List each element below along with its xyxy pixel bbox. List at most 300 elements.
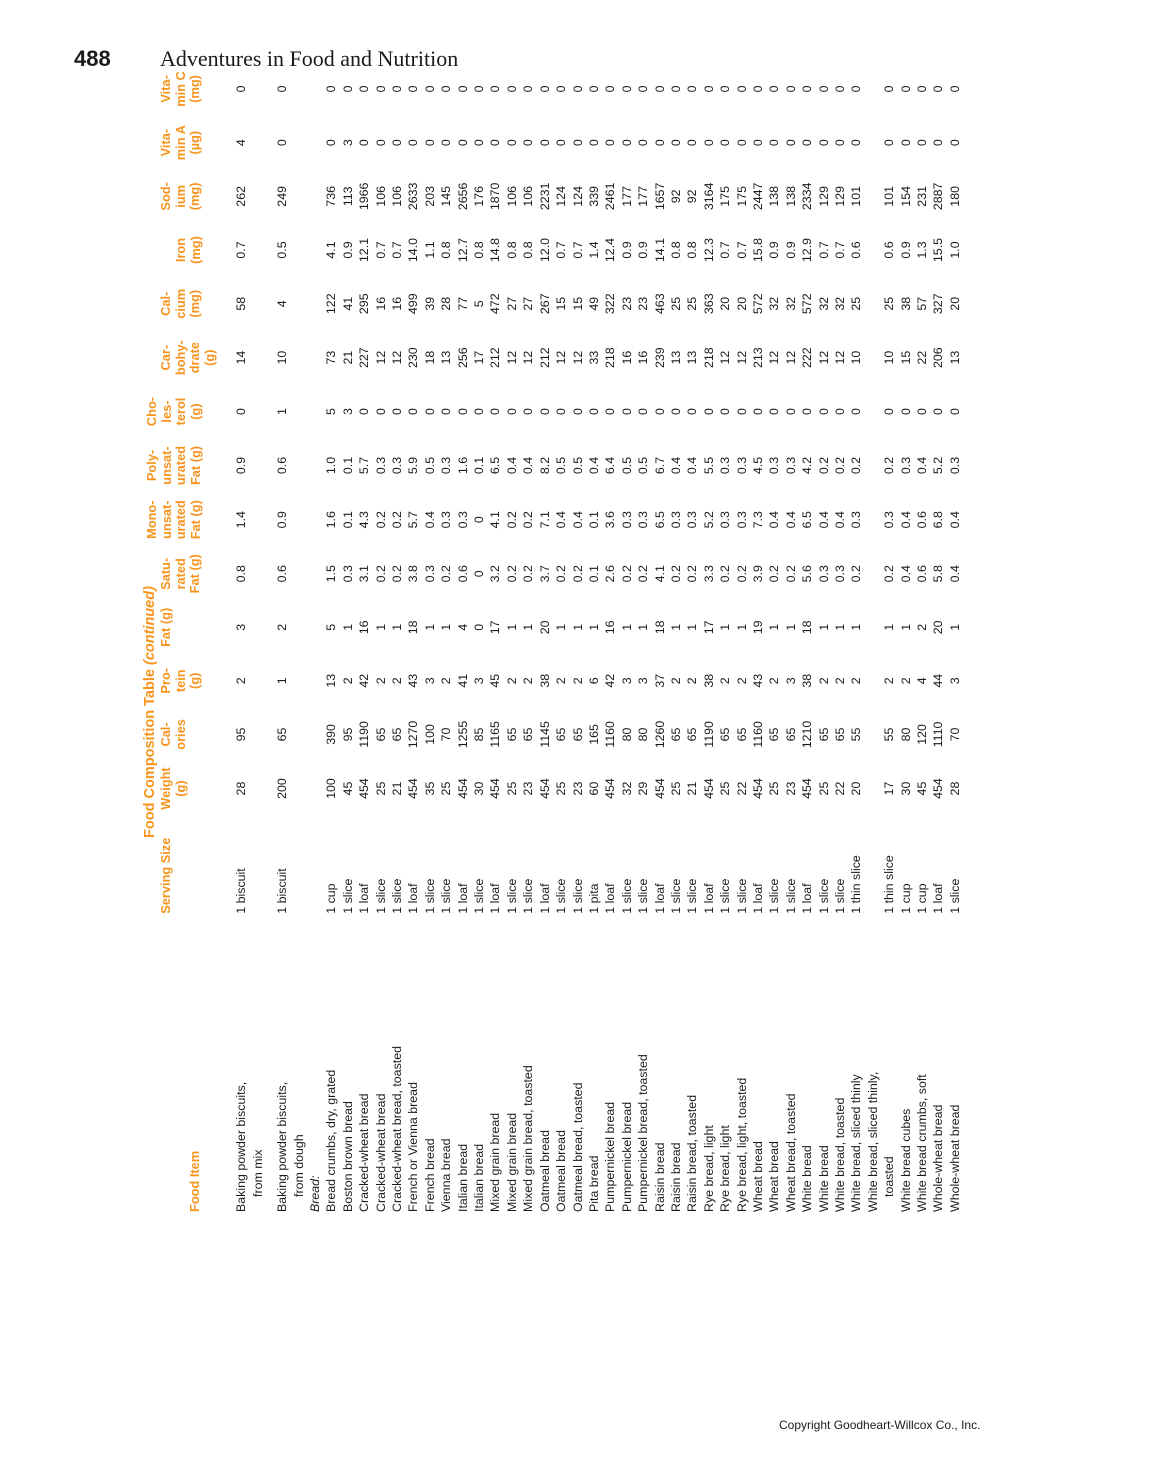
value-cell: 0.4 <box>947 511 962 529</box>
value-cell: 0 <box>750 85 765 93</box>
value-cell: 0 <box>586 139 601 147</box>
value-cell: 0.2 <box>734 565 749 583</box>
value-cell: 16 <box>619 350 634 365</box>
serving-size-cell: 1 slice <box>685 878 700 914</box>
value-cell: 212 <box>537 347 552 368</box>
value-cell: 25 <box>373 781 388 796</box>
value-cell: 1 <box>636 623 651 631</box>
value-cell: 23 <box>783 781 798 796</box>
serving-size-cell: 1 slice <box>439 878 454 914</box>
value-cell: 0.2 <box>783 565 798 583</box>
value-cell: 80 <box>619 727 634 742</box>
col-header-vita: Vita- min A (µg) <box>158 125 203 161</box>
value-cell: 463 <box>652 293 667 315</box>
value-cell: 0 <box>915 408 930 415</box>
value-cell: 37 <box>652 673 667 688</box>
food-item-cell: Italian bread <box>472 1143 487 1212</box>
value-cell: 12 <box>504 350 519 365</box>
value-cell: 25 <box>668 781 683 796</box>
value-cell: 18 <box>800 620 815 635</box>
value-cell: 0 <box>340 85 355 93</box>
value-cell: 0 <box>390 408 405 415</box>
value-cell: 49 <box>586 296 601 311</box>
value-cell: 0.7 <box>833 241 847 259</box>
value-cell: 17 <box>472 350 487 365</box>
value-cell: 0 <box>504 139 519 147</box>
value-cell: 0 <box>833 139 847 147</box>
value-cell: 13 <box>439 350 454 365</box>
value-cell: 322 <box>603 293 618 315</box>
value-cell: 65 <box>783 727 798 742</box>
value-cell: 0.4 <box>554 511 569 529</box>
value-cell: 1 <box>521 623 536 631</box>
value-cell: 0 <box>472 623 487 631</box>
value-cell: 13 <box>947 350 962 365</box>
food-item-cell: Oatmeal bread <box>554 1130 569 1212</box>
table-row <box>586 62 602 1212</box>
empty-cell <box>865 169 881 223</box>
value-cell: 1 <box>340 623 355 631</box>
empty-cell <box>865 708 881 762</box>
value-cell: 0.2 <box>373 511 388 529</box>
value-cell: 0 <box>537 408 552 415</box>
value-cell: 0 <box>619 408 634 415</box>
value-cell: 203 <box>422 186 437 207</box>
value-cell: 2461 <box>603 182 618 211</box>
value-cell: 1 <box>668 623 683 631</box>
value-cell: 25 <box>882 296 897 311</box>
value-cell: 65 <box>718 727 733 742</box>
value-cell: 0 <box>915 85 930 93</box>
food-item-cell: Raisin bread <box>668 1142 683 1212</box>
value-cell: 7.1 <box>537 511 552 529</box>
value-cell: 4 <box>915 677 930 685</box>
serving-size-cell: 1 slice <box>636 878 651 914</box>
value-cell: 0.4 <box>685 456 700 475</box>
value-cell: 65 <box>390 727 405 742</box>
value-cell: 2 <box>882 677 897 685</box>
col-header-vitc: Vita- min C (mg) <box>158 71 203 107</box>
value-cell: 0.2 <box>718 565 733 583</box>
value-cell: 0 <box>603 85 618 93</box>
value-cell: 212 <box>488 347 503 368</box>
value-cell: 0.7 <box>373 241 388 259</box>
value-cell: 0.2 <box>849 456 864 475</box>
value-cell: 0 <box>767 85 782 93</box>
value-cell: 0 <box>800 139 815 147</box>
empty-cell <box>250 277 266 331</box>
table-row <box>684 62 700 1212</box>
value-cell: 0.3 <box>422 565 437 583</box>
value-cell: 1.4 <box>234 511 249 529</box>
col-header-serving: Serving Size <box>158 837 173 914</box>
value-cell: 0 <box>357 85 372 93</box>
value-cell: 218 <box>603 347 618 368</box>
value-cell: 32 <box>767 296 782 311</box>
serving-size-cell: 1 loaf <box>488 883 503 914</box>
value-cell: 4.1 <box>652 565 667 583</box>
value-cell: 7.3 <box>750 511 765 529</box>
serving-size-cell: 1 loaf <box>701 883 716 914</box>
value-cell: 32 <box>619 781 634 796</box>
empty-cell <box>291 223 307 277</box>
value-cell: 218 <box>701 347 716 368</box>
value-cell: 454 <box>406 778 421 799</box>
food-item-cell: Whole-wheat bread <box>947 1104 962 1212</box>
food-item-cell: White bread, toasted <box>833 1097 847 1212</box>
value-cell: 0.3 <box>734 456 749 475</box>
serving-size-cell: 1 slice <box>340 878 355 914</box>
value-cell: 3.8 <box>406 565 421 583</box>
value-cell: 12.9 <box>800 237 815 263</box>
value-cell: 106 <box>504 186 519 207</box>
value-cell: 0 <box>472 408 487 415</box>
value-cell: 0 <box>390 85 405 93</box>
serving-size-cell: 1 slice <box>619 878 634 914</box>
value-cell: 0 <box>373 139 388 147</box>
value-cell: 256 <box>455 347 470 368</box>
value-cell: 0 <box>701 85 716 93</box>
value-cell: 3 <box>234 623 249 631</box>
value-cell: 106 <box>373 186 388 207</box>
empty-cell <box>291 493 307 547</box>
table-row <box>881 62 897 1212</box>
value-cell: 0.3 <box>718 511 733 529</box>
value-cell: 5.8 <box>931 565 946 583</box>
value-cell: 2 <box>504 677 519 685</box>
value-cell: 0.5 <box>275 241 290 259</box>
value-cell: 5.6 <box>800 565 815 583</box>
value-cell: 0.2 <box>882 565 897 583</box>
value-cell: 92 <box>685 189 700 204</box>
value-cell: 0.6 <box>455 565 470 583</box>
value-cell: 454 <box>603 778 618 799</box>
value-cell: 15 <box>898 350 913 365</box>
empty-cell <box>307 169 323 223</box>
serving-size-cell: 1 slice <box>570 878 585 914</box>
value-cell: 6 <box>586 677 601 685</box>
value-cell: 65 <box>521 727 536 742</box>
value-cell: 25 <box>439 781 454 796</box>
value-cell: 0 <box>406 408 421 415</box>
value-cell: 249 <box>275 186 290 207</box>
table-row <box>734 62 750 1212</box>
empty-cell <box>307 654 323 708</box>
value-cell: 15.5 <box>931 237 946 263</box>
col-header-calories: Cal- ories <box>158 719 188 750</box>
value-cell: 3 <box>340 408 355 415</box>
value-cell: 0.3 <box>455 511 470 529</box>
value-cell: 2 <box>833 677 847 685</box>
food-item-cell: Baking powder biscuits, <box>275 1081 290 1212</box>
value-cell: 12 <box>390 350 405 365</box>
value-cell: 60 <box>586 781 601 796</box>
header-row <box>145 62 217 1212</box>
value-cell: 100 <box>324 778 339 799</box>
value-cell: 0.5 <box>570 456 585 475</box>
value-cell: 0 <box>603 408 618 415</box>
value-cell: 180 <box>947 186 962 207</box>
table-row <box>750 62 766 1212</box>
value-cell: 0 <box>422 139 437 147</box>
value-cell: 0.7 <box>390 241 405 259</box>
value-cell: 0.3 <box>619 511 634 529</box>
table-row <box>816 62 832 1212</box>
value-cell: 12.1 <box>357 237 372 263</box>
food-table <box>145 62 963 1212</box>
value-cell: 0.8 <box>685 241 700 259</box>
food-item-cell: Raisin bread, toasted <box>685 1094 700 1212</box>
food-item-cell: Rye bread, light, toasted <box>734 1077 749 1212</box>
value-cell: 0 <box>701 139 716 147</box>
value-cell: 0.6 <box>915 511 930 529</box>
value-cell: 1165 <box>488 721 503 748</box>
value-cell: 0.9 <box>898 241 913 259</box>
empty-cell <box>291 816 307 914</box>
table-body <box>217 62 963 1212</box>
value-cell: 1 <box>390 623 405 631</box>
value-cell: 0 <box>833 85 847 93</box>
value-cell: 1210 <box>800 720 815 749</box>
value-cell: 0.3 <box>882 511 897 529</box>
empty-cell <box>250 654 266 708</box>
value-cell: 4.1 <box>324 241 339 259</box>
table-row <box>217 62 249 1212</box>
serving-size-cell: 1 slice <box>816 878 831 914</box>
value-cell: 129 <box>816 186 831 207</box>
value-cell: 0.4 <box>833 511 847 529</box>
value-cell: 6.5 <box>652 511 667 529</box>
value-cell: 1 <box>783 623 798 631</box>
value-cell: 0 <box>472 570 487 578</box>
value-cell: 1 <box>898 623 913 631</box>
value-cell: 65 <box>734 727 749 742</box>
value-cell: 0 <box>718 408 733 415</box>
serving-size-cell: 1 slice <box>734 878 749 914</box>
value-cell: 16 <box>603 620 618 635</box>
col-header-sodium: Sod- ium (mg) <box>158 182 203 211</box>
col-header-carb: Car- bohy- drate (g) <box>158 340 217 376</box>
value-cell: 1657 <box>652 182 667 211</box>
value-cell: 30 <box>898 781 913 796</box>
food-item-cell: Pumpernickel bread, toasted <box>636 1054 651 1212</box>
value-cell: 0 <box>603 139 618 147</box>
value-cell: 2 <box>521 677 536 685</box>
serving-size-cell: 1 slice <box>422 878 437 914</box>
value-cell: 1 <box>718 623 733 631</box>
table-row <box>602 62 618 1212</box>
value-cell: 2 <box>554 677 569 685</box>
value-cell: 45 <box>340 781 355 796</box>
food-item-cell: Baking powder biscuits, <box>234 1081 249 1212</box>
empty-cell <box>291 169 307 223</box>
value-cell: 454 <box>455 778 470 799</box>
value-cell: 0 <box>554 408 569 415</box>
value-cell: 14.1 <box>652 237 667 263</box>
value-cell: 0.2 <box>668 565 683 583</box>
empty-cell <box>865 223 881 277</box>
serving-size-cell: 1 loaf <box>931 883 946 914</box>
value-cell: 0.1 <box>586 511 601 529</box>
food-item-cell: Bread crumbs, dry, grated <box>324 1069 339 1212</box>
empty-cell <box>291 62 307 116</box>
value-cell: 0.2 <box>636 565 651 583</box>
value-cell: 227 <box>357 347 372 368</box>
value-cell: 5.9 <box>406 456 421 475</box>
empty-cell <box>291 116 307 170</box>
value-cell: 0 <box>234 85 249 93</box>
value-cell: 0 <box>537 139 552 147</box>
empty-cell <box>865 761 881 815</box>
value-cell: 42 <box>603 673 618 688</box>
value-cell: 1110 <box>931 721 946 748</box>
table-row <box>635 62 651 1212</box>
serving-size-cell: 1 slice <box>783 878 798 914</box>
table-title-main: Food Composition Table <box>142 669 158 838</box>
value-cell: 0 <box>668 408 683 415</box>
value-cell: 0 <box>783 139 798 147</box>
value-cell: 1 <box>767 623 782 631</box>
value-cell: 295 <box>357 293 372 315</box>
value-cell: 213 <box>750 347 765 368</box>
value-cell: 1 <box>439 623 454 631</box>
value-cell: 21 <box>390 781 405 796</box>
table-row <box>652 62 668 1212</box>
value-cell: 95 <box>340 727 355 742</box>
food-item-cell: Oatmeal bread <box>537 1130 552 1212</box>
food-item-cell: White bread, sliced thinly <box>849 1074 864 1212</box>
value-cell: 0 <box>685 85 700 93</box>
food-item-cell: French or Vienna bread <box>406 1082 421 1212</box>
table-row <box>930 62 946 1212</box>
value-cell: 138 <box>783 186 798 207</box>
value-cell: 0.3 <box>636 511 651 529</box>
table-row <box>291 62 307 1212</box>
value-cell: 3 <box>340 139 355 147</box>
empty-cell <box>250 493 266 547</box>
value-cell: 1.4 <box>586 241 601 259</box>
value-cell: 0 <box>357 139 372 147</box>
empty-cell <box>865 601 881 654</box>
value-cell: 39 <box>422 296 437 311</box>
value-cell: 0.6 <box>882 241 897 259</box>
empty-cell <box>307 493 323 547</box>
value-cell: 0 <box>439 408 454 415</box>
value-cell: 16 <box>373 296 388 311</box>
value-cell: 12 <box>521 350 536 365</box>
value-cell: 22 <box>833 781 847 796</box>
value-cell: 65 <box>833 727 847 742</box>
value-cell: 29 <box>636 781 651 796</box>
value-cell: 32 <box>833 296 847 311</box>
value-cell: 1255 <box>455 720 470 749</box>
value-cell: 6.5 <box>800 511 815 529</box>
value-cell: 0 <box>783 85 798 93</box>
food-item-cell: Mixed grain bread <box>504 1112 519 1212</box>
value-cell: 0.8 <box>234 565 249 583</box>
value-cell: 0.3 <box>373 456 388 475</box>
value-cell: 1 <box>554 623 569 631</box>
food-item-cell: Mixed grain bread, toasted <box>521 1065 536 1212</box>
value-cell: 1190 <box>357 721 372 748</box>
value-cell: 12 <box>767 350 782 365</box>
value-cell: 41 <box>340 296 355 311</box>
value-cell: 0.2 <box>685 565 700 583</box>
food-item-cell-continuation: from mix <box>250 1149 265 1197</box>
value-cell: 13 <box>685 350 700 365</box>
value-cell: 0 <box>718 85 733 93</box>
value-cell: 22 <box>734 781 749 796</box>
value-cell: 20 <box>849 781 864 796</box>
value-cell: 0 <box>521 85 536 93</box>
value-cell: 1 <box>833 623 847 631</box>
value-cell: 2 <box>373 677 388 685</box>
serving-size-cell: 1 slice <box>668 878 683 914</box>
value-cell: 2447 <box>750 182 765 211</box>
value-cell: 0 <box>488 85 503 93</box>
value-cell: 0 <box>636 85 651 93</box>
value-cell: 0 <box>783 408 798 415</box>
value-cell: 0 <box>734 85 749 93</box>
value-cell: 0.4 <box>668 456 683 475</box>
value-cell: 5 <box>472 300 487 308</box>
value-cell: 0 <box>882 139 897 147</box>
value-cell: 0.2 <box>882 456 897 475</box>
food-item-cell: Mixed grain bread <box>488 1112 503 1212</box>
empty-cell <box>250 438 266 492</box>
value-cell: 0 <box>554 139 569 147</box>
empty-cell <box>250 223 266 277</box>
table-row <box>848 62 864 1212</box>
empty-cell <box>307 116 323 170</box>
value-cell: 0.3 <box>340 565 355 583</box>
col-header-chol: Cho- les- terol (g) <box>144 396 203 427</box>
value-cell: 38 <box>537 673 552 688</box>
table-row <box>537 62 553 1212</box>
value-cell: 572 <box>800 293 815 315</box>
value-cell: 25 <box>816 781 831 796</box>
value-cell: 16 <box>357 620 372 635</box>
value-cell: 0.7 <box>734 241 749 259</box>
food-item-cell: Vienna bread <box>439 1138 454 1212</box>
value-cell: 35 <box>422 781 437 796</box>
value-cell: 1.6 <box>324 511 339 529</box>
col-header-iron: Iron (mg) <box>173 236 203 264</box>
food-item-cell: White bread, sliced thinly, <box>865 1071 880 1212</box>
value-cell: 25 <box>668 296 683 311</box>
value-cell: 45 <box>915 781 930 796</box>
empty-cell <box>865 385 881 439</box>
value-cell: 70 <box>947 727 962 742</box>
value-cell: 0 <box>849 139 864 147</box>
value-cell: 23 <box>570 781 585 796</box>
value-cell: 4.1 <box>488 511 503 529</box>
value-cell: 0 <box>931 408 946 415</box>
value-cell: 1.0 <box>947 241 962 259</box>
food-item-cell: Pumpernickel bread <box>603 1101 618 1212</box>
value-cell: 10 <box>849 350 864 365</box>
empty-cell <box>291 385 307 439</box>
table-row <box>947 62 963 1212</box>
col-header-item: Food Item <box>187 1150 202 1212</box>
table-row <box>389 62 405 1212</box>
value-cell: 154 <box>898 186 913 207</box>
value-cell: 16 <box>636 350 651 365</box>
value-cell: 65 <box>816 727 831 742</box>
value-cell: 22 <box>915 350 930 365</box>
value-cell: 65 <box>570 727 585 742</box>
value-cell: 65 <box>275 727 290 742</box>
